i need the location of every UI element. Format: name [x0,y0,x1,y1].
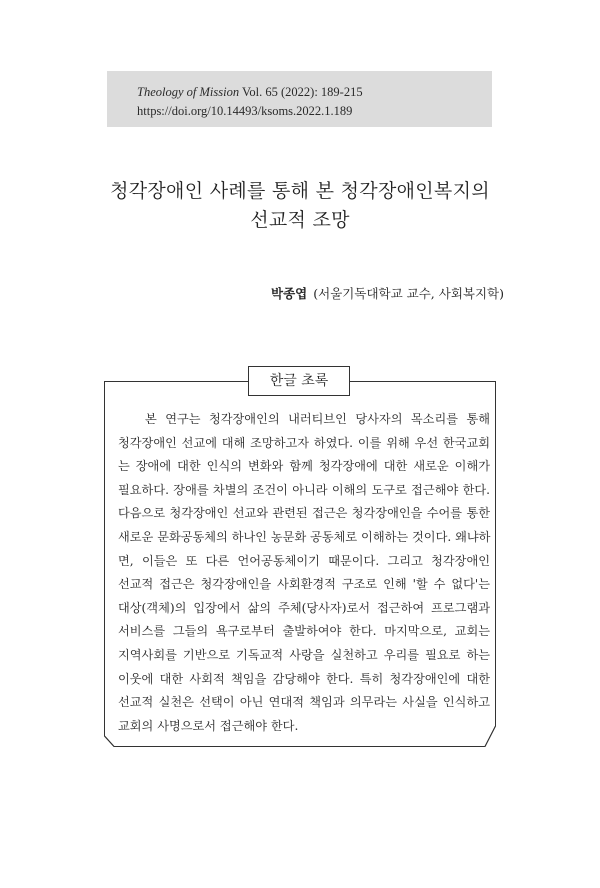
author-affiliation: (서울기독대학교 교수, 사회복지학) [313,286,504,301]
abstract-line: 대상(객체)의 입장에서 삶의 주체(당사자)로서 접근하여 프로그램과 [118,600,490,615]
abstract-line: 새로운 문화공동체의 하나인 농문화 공동체로 이해하는 것이다. 왜냐하 [118,529,491,544]
abstract-line: 지역사회를 기반으로 기독교적 사랑을 실천하고 우리를 필요로 하는 [118,647,490,662]
abstract-line: 다음으로 청각장애인 선교와 관련된 접근은 청각장애인을 수어를 통한 [118,506,490,521]
author-name: 박종엽 [271,286,308,301]
paper-title-line-2: 선교적 조망 [250,209,350,231]
abstract-line: 면, 이들은 또 다른 언어공동체이기 때문이다. 그리고 청각장애인 [118,553,490,568]
abstract-line: 는 장애에 대한 인식의 변화와 함께 청각장애에 대한 새로운 이해가 [118,459,490,474]
journal-citation [137,83,492,102]
journal-doi: https://doi.org/10.14493/ksoms.2022.1.189 [137,104,353,118]
paper-title-line-1: 청각장애인 사례를 통해 본 청각장애인복지의 [110,180,490,202]
abstract-line: 이웃에 대한 사회적 책임을 감당해야 한다. 특히 청각장애인에 대한 [118,671,490,686]
abstract-line: 교회의 사명으로서 접근해야 한다. [118,718,299,733]
abstract-label: 한글 초록 [248,366,350,396]
abstract-line: 필요하다. 장애를 차별의 조건이 아니라 이해의 도구로 접근해야 한다. [118,482,490,497]
journal-name: Theology of Mission [137,85,240,99]
journal-header [107,71,492,127]
abstract-body [118,408,490,738]
journal-volume: Vol. 65 (2022): 189-215 [239,85,363,99]
abstract-line: 선교적 접근은 청각장애인을 사회환경적 구조로 인해 '할 수 없다'는 [118,577,490,592]
abstract-line: 청각장애인 선교에 대해 조망하고자 하였다. 이를 위해 우선 한국교회 [118,435,490,450]
abstract-line: 본 연구는 청각장애인의 내러티브인 당사자의 목소리를 통해 [145,412,490,426]
abstract-line: 선교적 실천은 선택이 아닌 연대적 책임과 의무라는 사실을 인식하고 [118,695,490,710]
abstract-line: 서비스를 그들의 욕구로부터 출발하여야 한다. 마지막으로, 교회는 [118,624,490,639]
author-line [271,284,504,302]
